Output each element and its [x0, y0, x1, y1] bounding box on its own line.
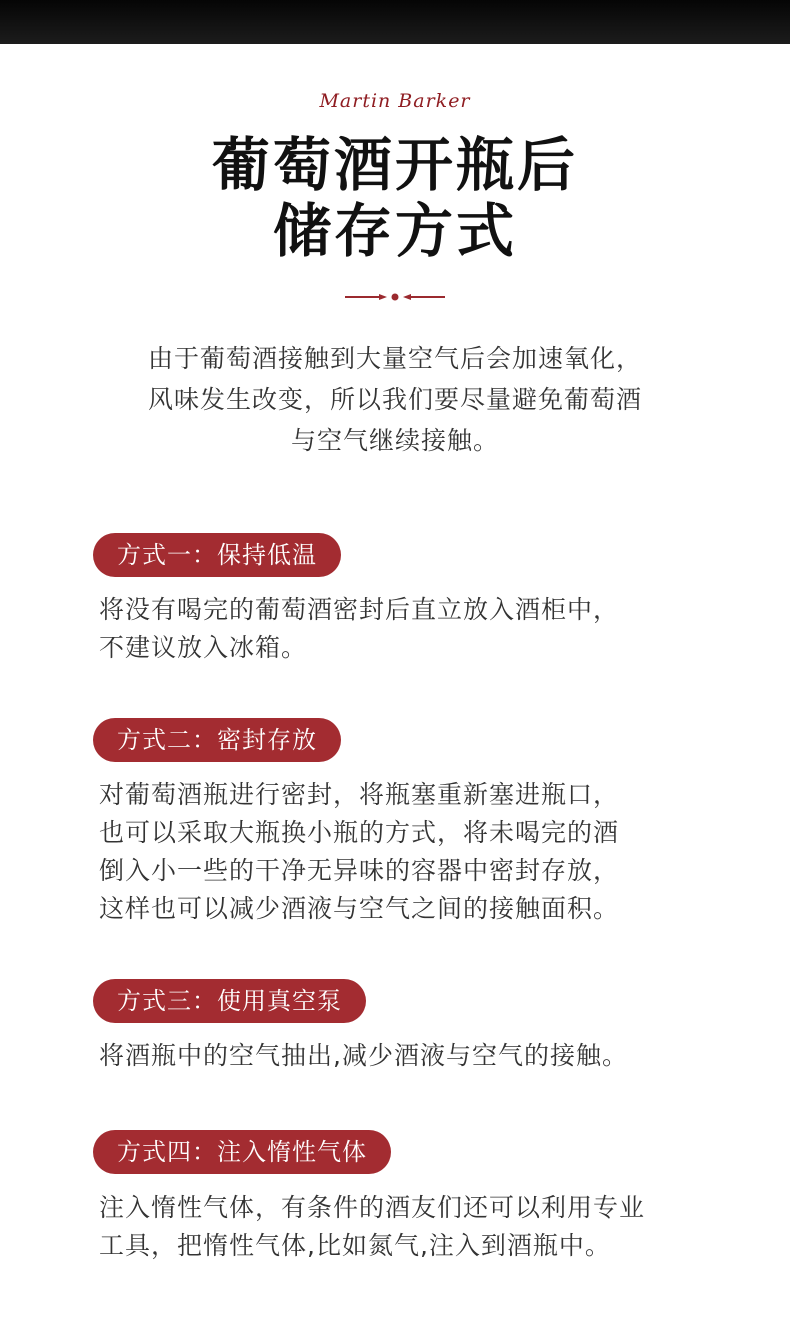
ornament-divider-icon	[343, 290, 447, 304]
method-2-description	[99, 776, 749, 928]
intro-line: 与空气继续接触。	[290, 426, 499, 455]
method-3-label: 方式三：使用真空泵	[93, 979, 366, 1023]
brand-logo-text: Martin Barker	[319, 90, 471, 112]
method-4-line: 注入惰性气体，有条件的酒友们还可以利用专业	[99, 1193, 646, 1222]
method-4-description	[99, 1189, 749, 1265]
method-1-description	[99, 591, 749, 667]
method-3-line: 将酒瓶中的空气抽出,减少酒液与空气的接触。	[99, 1041, 628, 1070]
page-title-line-2: 储存方式	[272, 197, 517, 265]
method-2-line: 倒入小一些的干净无异味的容器中密封存放，	[99, 856, 620, 885]
page-title-line-1: 葡萄酒开瓶后	[211, 131, 578, 199]
method-2-line: 也可以采取大瓶换小瓶的方式，将未喝完的酒	[99, 818, 620, 847]
method-2-line: 这样也可以减少酒液与空气之间的接触面积。	[99, 894, 620, 923]
method-2-label: 方式二：密封存放	[93, 718, 341, 762]
intro-line: 风味发生改变，所以我们要尽量避免葡萄酒	[147, 385, 642, 414]
method-1-line: 不建议放入冰箱。	[99, 633, 308, 662]
method-3-description	[99, 1037, 749, 1075]
method-4-label: 方式四：注入惰性气体	[93, 1130, 391, 1174]
intro-paragraph	[60, 338, 730, 461]
intro-line: 由于葡萄酒接触到大量空气后会加速氧化，	[147, 344, 642, 373]
method-1-label: 方式一：保持低温	[93, 533, 341, 577]
method-4-line: 工具，把惰性气体,比如氮气,注入到酒瓶中。	[99, 1231, 611, 1260]
top-bar	[0, 0, 790, 44]
method-1-line: 将没有喝完的葡萄酒密封后直立放入酒柜中，	[99, 595, 620, 624]
method-2-line: 对葡萄酒瓶进行密封，将瓶塞重新塞进瓶口，	[99, 780, 620, 809]
